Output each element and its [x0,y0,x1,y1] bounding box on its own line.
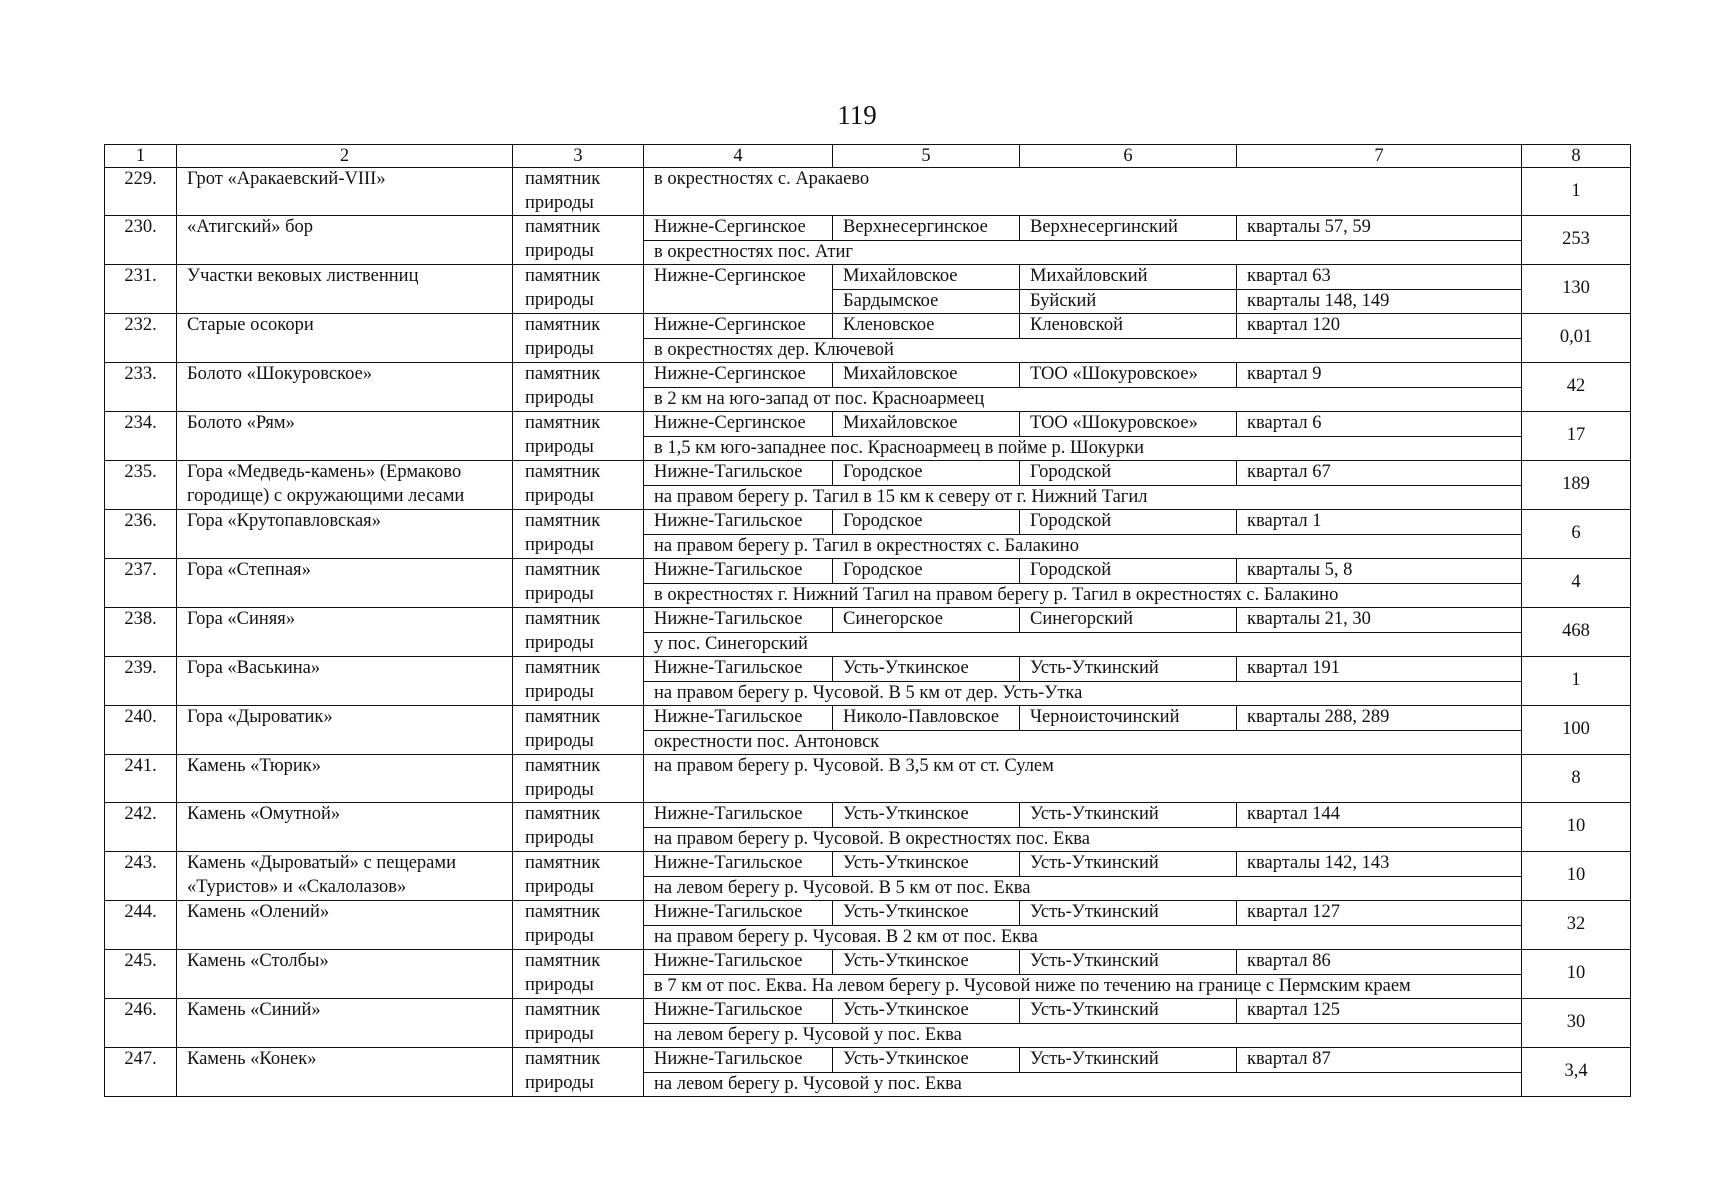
area-value: 10 [1522,852,1631,901]
quarters: кварталы 288, 289 [1237,706,1522,731]
forestry-name: Усть-Уткинский [1020,950,1237,975]
row-number: 234. [105,412,177,461]
district-name: Нижне-Тагильское [644,901,833,926]
category-line: памятник [513,559,644,584]
forestry-name: Городской [1020,510,1237,535]
category-line: природы [513,436,644,461]
table-row [105,461,1631,486]
locality-name: Городское [833,461,1020,486]
area-value: 100 [1522,706,1631,755]
page-number: 119 [837,100,877,130]
object-name: Гора «Медведь-камень» (Ермаково городище) с окружающими лесами [177,461,513,510]
location-description: в окрестностях с. Аракаево [644,168,1522,216]
category-line: природы [513,681,644,706]
forestry-name: Буйский [1020,289,1237,314]
table-row [105,1048,1631,1073]
category-line: памятник [513,314,644,339]
category-line: памятник [513,706,644,731]
area-value: 0,01 [1522,314,1631,363]
locality-name: Кленовское [833,314,1020,339]
forestry-name: Михайловский [1020,265,1237,290]
forestry-name: Городской [1020,559,1237,584]
table-row [105,755,1631,779]
column-header: 2 [177,145,513,168]
quarters: квартал 125 [1237,999,1522,1024]
category-line: памятник [513,216,644,241]
location-description: на левом берегу р. Чусовой у пос. Еква [644,1023,1522,1048]
area-value: 30 [1522,999,1631,1048]
row-number: 229. [105,168,177,216]
category-line: природы [513,876,644,901]
area-value: 189 [1522,461,1631,510]
quarters: кварталы 21, 30 [1237,608,1522,633]
locality-name: Городское [833,559,1020,584]
area-value: 17 [1522,412,1631,461]
object-name: Старые осокори [177,314,513,363]
table-row [105,265,1631,290]
row-number: 235. [105,461,177,510]
category-line: природы [513,192,644,216]
location-description: на правом берегу р. Тагил в 15 км к северу от г. Нижний Тагил [644,485,1522,510]
area-value: 253 [1522,216,1631,265]
category-line: природы [513,632,644,657]
location-description: на правом берегу р. Чусовой. В 3,5 км от ст. Сулем [644,755,1522,803]
object-name: Гора «Степная» [177,559,513,608]
locality-name: Михайловское [833,363,1020,388]
column-header: 1 [105,145,177,168]
area-value: 468 [1522,608,1631,657]
column-header: 8 [1522,145,1631,168]
category-line: природы [513,485,644,510]
table-row [105,314,1631,339]
locality-name: Усть-Уткинское [833,950,1020,975]
locality-name: Михайловское [833,412,1020,437]
forestry-name: Усть-Уткинский [1020,1048,1237,1073]
district-name: Нижне-Тагильское [644,559,833,584]
location-description: в 1,5 км юго-западнее пос. Красноармеец в пойме р. Шокурки [644,436,1522,461]
column-header: 3 [513,145,644,168]
location-description: на правом берегу р. Чусовой. В 5 км от дер. Усть-Утка [644,681,1522,706]
location-description: в 2 км на юго-запад от пос. Красноармеец [644,387,1522,412]
row-number: 245. [105,950,177,999]
locality-name: Усть-Уткинское [833,803,1020,828]
column-header: 4 [644,145,833,168]
row-number: 238. [105,608,177,657]
locality-name: Николо-Павловское [833,706,1020,731]
object-name: Камень «Омутной» [177,803,513,852]
row-number: 230. [105,216,177,265]
table-row [105,216,1631,241]
column-number-row [105,145,1631,168]
district-name: Нижне-Сергинское [644,314,833,339]
forestry-name: ТОО «Шокуровское» [1020,412,1237,437]
quarters: кварталы 142, 143 [1237,852,1522,877]
row-number: 236. [105,510,177,559]
district-name: Нижне-Тагильское [644,608,833,633]
quarters: квартал 87 [1237,1048,1522,1073]
object-name: Гора «Синяя» [177,608,513,657]
forestry-name: Усть-Уткинский [1020,901,1237,926]
area-value: 1 [1522,657,1631,706]
category-line: памятник [513,755,644,779]
district-name: Нижне-Сергинское [644,216,833,241]
category-line: памятник [513,901,644,926]
forestry-name: Усть-Уткинский [1020,657,1237,682]
location-description: у пос. Синегорский [644,632,1522,657]
column-header: 6 [1020,145,1237,168]
object-name: Камень «Тюрик» [177,755,513,803]
row-number: 246. [105,999,177,1048]
table-row [105,999,1631,1024]
forestry-name: Кленовской [1020,314,1237,339]
district-name: Нижне-Сергинское [644,412,833,437]
row-number: 244. [105,901,177,950]
quarters: квартал 127 [1237,901,1522,926]
category-line: памятник [513,168,644,192]
district-name: Нижне-Тагильское [644,999,833,1024]
object-name: Камень «Дыроватый» с пещерами «Туристов» и «Скалолазов» [177,852,513,901]
locality-name: Усть-Уткинское [833,901,1020,926]
area-value: 42 [1522,363,1631,412]
category-line: памятник [513,363,644,388]
row-number: 237. [105,559,177,608]
locality-name: Синегорское [833,608,1020,633]
area-value: 10 [1522,803,1631,852]
forestry-name: Усть-Уткинский [1020,852,1237,877]
district-name: Нижне-Тагильское [644,657,833,682]
district-name: Нижне-Тагильское [644,706,833,731]
category-line: памятник [513,657,644,682]
table-row [105,901,1631,926]
object-name: «Атигский» бор [177,216,513,265]
row-number: 242. [105,803,177,852]
table-row [105,412,1631,437]
district-name: Нижне-Сергинское [644,265,833,314]
location-description: в окрестностях дер. Ключевой [644,338,1522,363]
quarters: квартал 191 [1237,657,1522,682]
category-line: памятник [513,510,644,535]
table-row [105,803,1631,828]
area-value: 32 [1522,901,1631,950]
table-row [105,559,1631,584]
quarters: квартал 67 [1237,461,1522,486]
quarters: кварталы 57, 59 [1237,216,1522,241]
forestry-name: Усть-Уткинский [1020,999,1237,1024]
column-header: 7 [1237,145,1522,168]
district-name: Нижне-Тагильское [644,950,833,975]
table-row [105,608,1631,633]
location-description: на левом берегу р. Чусовой. В 5 км от пос. Еква [644,876,1522,901]
locality-name: Усть-Уткинское [833,1048,1020,1073]
category-line: природы [513,338,644,363]
row-number: 240. [105,706,177,755]
locality-name: Усть-Уткинское [833,852,1020,877]
row-number: 239. [105,657,177,706]
category-line: памятник [513,852,644,877]
category-line: природы [513,583,644,608]
category-line: памятник [513,461,644,486]
quarters: квартал 144 [1237,803,1522,828]
object-name: Камень «Олений» [177,901,513,950]
quarters: квартал 1 [1237,510,1522,535]
category-line: памятник [513,608,644,633]
row-number: 231. [105,265,177,314]
category-line: природы [513,827,644,852]
quarters: квартал 9 [1237,363,1522,388]
column-header: 5 [833,145,1020,168]
object-name: Гора «Крутопавловская» [177,510,513,559]
row-number: 243. [105,852,177,901]
forestry-name: Синегорский [1020,608,1237,633]
category-line: природы [513,289,644,314]
area-value: 8 [1522,755,1631,803]
object-name: Болото «Шокуровское» [177,363,513,412]
table-row [105,510,1631,535]
category-line: природы [513,534,644,559]
area-value: 1 [1522,168,1631,216]
category-line: природы [513,387,644,412]
object-name: Камень «Синий» [177,999,513,1048]
row-number: 247. [105,1048,177,1097]
locality-name: Михайловское [833,265,1020,290]
quarters: квартал 120 [1237,314,1522,339]
locality-name: Верхнесергинское [833,216,1020,241]
category-line: природы [513,240,644,265]
category-line: природы [513,974,644,999]
location-description: на правом берегу р. Чусовая. В 2 км от пос. Еква [644,925,1522,950]
area-value: 3,4 [1522,1048,1631,1097]
table-row [105,950,1631,975]
locality-name: Усть-Уткинское [833,999,1020,1024]
locality-name: Бардымское [833,289,1020,314]
category-line: памятник [513,803,644,828]
category-line: природы [513,730,644,755]
area-value: 6 [1522,510,1631,559]
area-value: 4 [1522,559,1631,608]
quarters: квартал 86 [1237,950,1522,975]
category-line: памятник [513,1048,644,1073]
location-description: на правом берегу р. Тагил в окрестностях с. Балакино [644,534,1522,559]
object-name: Камень «Столбы» [177,950,513,999]
locality-name: Усть-Уткинское [833,657,1020,682]
location-description: окрестности пос. Антоновск [644,730,1522,755]
object-name: Грот «Аракаевский-VIII» [177,168,513,216]
category-line: памятник [513,265,644,290]
forestry-name: Верхнесергинский [1020,216,1237,241]
table-row [105,706,1631,731]
district-name: Нижне-Тагильское [644,852,833,877]
table-row [105,852,1631,877]
table-row [105,363,1631,388]
location-description: на правом берегу р. Чусовой. В окрестностях пос. Еква [644,827,1522,852]
forestry-name: Черноисточинский [1020,706,1237,731]
district-name: Нижне-Тагильское [644,803,833,828]
quarters: кварталы 148, 149 [1237,289,1522,314]
row-number: 241. [105,755,177,803]
district-name: Нижне-Тагильское [644,1048,833,1073]
district-name: Нижне-Тагильское [644,510,833,535]
category-line: природы [513,779,644,803]
area-value: 130 [1522,265,1631,314]
category-line: природы [513,925,644,950]
object-name: Камень «Конек» [177,1048,513,1097]
quarters: квартал 63 [1237,265,1522,290]
category-line: памятник [513,412,644,437]
area-value: 10 [1522,950,1631,999]
object-name: Гора «Васькина» [177,657,513,706]
table-row [105,657,1631,682]
location-description: на левом берегу р. Чусовой у пос. Еква [644,1072,1522,1097]
object-name: Гора «Дыроватик» [177,706,513,755]
location-description: в окрестностях пос. Атиг [644,240,1522,265]
forestry-name: ТОО «Шокуровское» [1020,363,1237,388]
quarters: кварталы 5, 8 [1237,559,1522,584]
row-number: 232. [105,314,177,363]
natural-monuments-table [104,144,1631,1097]
forestry-name: Усть-Уткинский [1020,803,1237,828]
location-description: в 7 км от пос. Еква. На левом берегу р. Чусовой ниже по течению на границе с Пермским краем [644,974,1522,999]
forestry-name: Городской [1020,461,1237,486]
category-line: природы [513,1023,644,1048]
category-line: памятник [513,950,644,975]
object-name: Болото «Рям» [177,412,513,461]
location-description: в окрестностях г. Нижний Тагил на правом берегу р. Тагил в окрестностях с. Балакино [644,583,1522,608]
quarters: квартал 6 [1237,412,1522,437]
table-row [105,168,1631,192]
district-name: Нижне-Сергинское [644,363,833,388]
locality-name: Городское [833,510,1020,535]
category-line: природы [513,1072,644,1097]
object-name: Участки вековых лиственниц [177,265,513,314]
category-line: памятник [513,999,644,1024]
row-number: 233. [105,363,177,412]
district-name: Нижне-Тагильское [644,461,833,486]
